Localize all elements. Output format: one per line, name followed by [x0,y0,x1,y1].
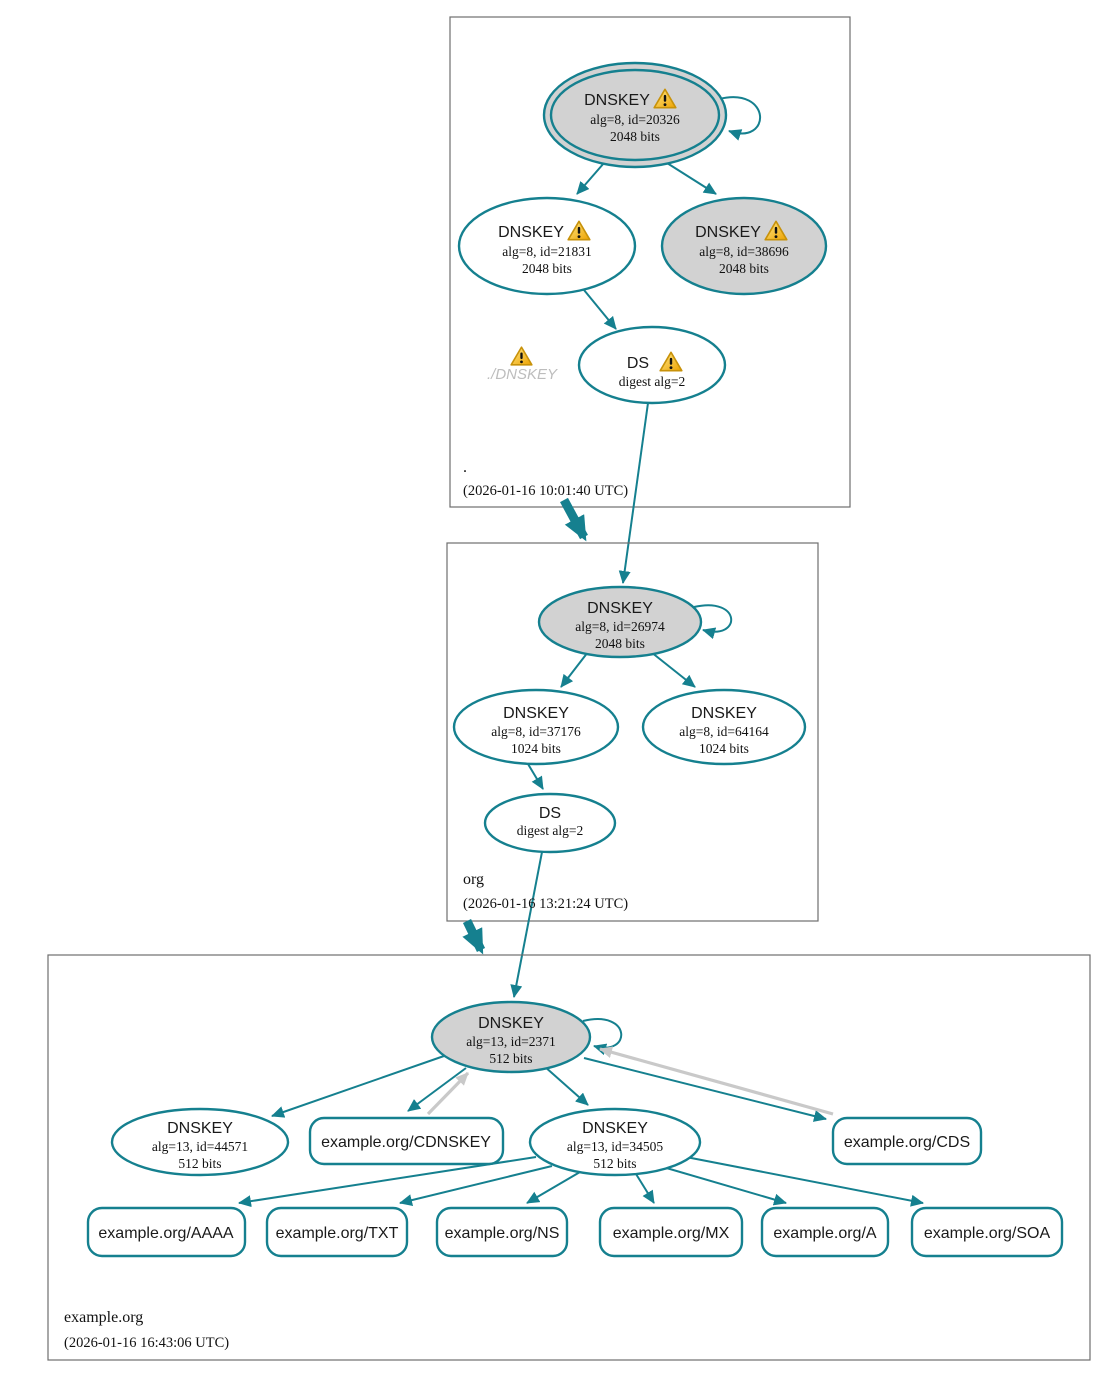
rrset-cdnskey-label: example.org/CDNSKEY [321,1134,491,1151]
edge-root-ksk-to-zsk1 [577,163,604,194]
org-ksk-alg: alg=8, id=26974 [575,619,665,634]
edge-example-ksk-to-zsk2 [544,1066,588,1105]
edge-example-ksk-to-zsk1 [272,1056,444,1116]
example-zsk1-alg: alg=13, id=44571 [151,1139,249,1154]
rrset-a-label: example.org/A [773,1225,877,1242]
zone-timestamp-example-org: (2026-01-16 16:43:06 UTC) [64,1335,230,1351]
root-ksk-bits: 2048 bits [610,129,660,144]
root-ds-digest: digest alg=2 [618,374,686,389]
edge-org-zsk1-to-ds [528,764,543,789]
edge-zsk2-to-ns [527,1172,580,1203]
zone-timestamp-org: (2026-01-16 13:21:24 UTC) [463,896,629,912]
root-ksk-alg: alg=8, id=20326 [590,112,680,127]
org-ds-digest: digest alg=2 [516,823,584,838]
example-zsk1-title: DNSKEY [167,1120,233,1137]
example-zsk2-alg: alg=13, id=34505 [566,1139,664,1154]
rrset-soa-label: example.org/SOA [923,1225,1051,1242]
edge-delegation-org-to-example [467,921,481,950]
node-root-ds[interactable] [579,327,725,403]
edge-org-ksk-to-zsk2 [651,652,695,687]
zone-timestamp-root: (2026-01-16 10:01:40 UTC) [463,483,629,499]
org-zsk1-title: DNSKEY [503,705,569,722]
root-ds-title: DS [626,355,650,372]
rrset-mx-label: example.org/MX [612,1225,730,1242]
org-zsk2-bits: 1024 bits [699,741,749,756]
root-zsk1-bits: 2048 bits [522,261,572,276]
edge-cdnskey-to-example-ksk [428,1073,468,1114]
org-zsk1-bits: 1024 bits [511,741,561,756]
edge-root-ksk-to-zsk2 [667,163,716,194]
example-zsk2-bits: 512 bits [593,1156,637,1171]
zone-label-example-org: example.org [64,1309,144,1326]
root-zsk2-bits: 2048 bits [719,261,769,276]
rrset-ns-label: example.org/NS [444,1225,560,1242]
example-ksk-alg: alg=13, id=2371 [466,1034,556,1049]
root-zsk2-title: DNSKEY [695,224,761,241]
edge-org-ksk-to-zsk1 [561,652,588,687]
example-ksk-title: DNSKEY [478,1015,544,1032]
rrset-txt-label: example.org/TXT [275,1225,399,1242]
edge-zsk2-to-mx [636,1174,654,1203]
edge-org-ds-to-example-ksk [514,852,542,997]
edge-delegation-root-to-org [564,500,584,537]
zone-label-org: org [463,871,485,888]
org-zsk2-alg: alg=8, id=64164 [679,724,769,739]
zone-label-root: . [463,459,467,476]
root-lame-dnskey-label: ./DNSKEY [486,366,558,383]
root-zsk1-title: DNSKEY [498,224,564,241]
edge-zsk2-to-txt [400,1166,552,1203]
root-ksk-title: DNSKEY [584,92,650,109]
edge-cds-to-example-ksk [600,1049,833,1114]
warning-icon [511,347,532,365]
org-ds-title: DS [538,805,562,822]
root-zsk2-alg: alg=8, id=38696 [699,244,789,259]
org-ksk-bits: 2048 bits [595,636,645,651]
org-zsk2-title: DNSKEY [691,705,757,722]
root-zsk1-alg: alg=8, id=21831 [502,244,592,259]
rrset-aaaa-label: example.org/AAAA [98,1225,234,1242]
example-ksk-bits: 512 bits [489,1051,533,1066]
rrset-cds-label: example.org/CDS [843,1134,971,1151]
org-zsk1-alg: alg=8, id=37176 [491,724,581,739]
org-ksk-title: DNSKEY [587,600,653,617]
edge-root-zsk1-to-ds [584,290,616,329]
example-zsk2-title: DNSKEY [582,1120,648,1137]
example-zsk1-bits: 512 bits [178,1156,222,1171]
